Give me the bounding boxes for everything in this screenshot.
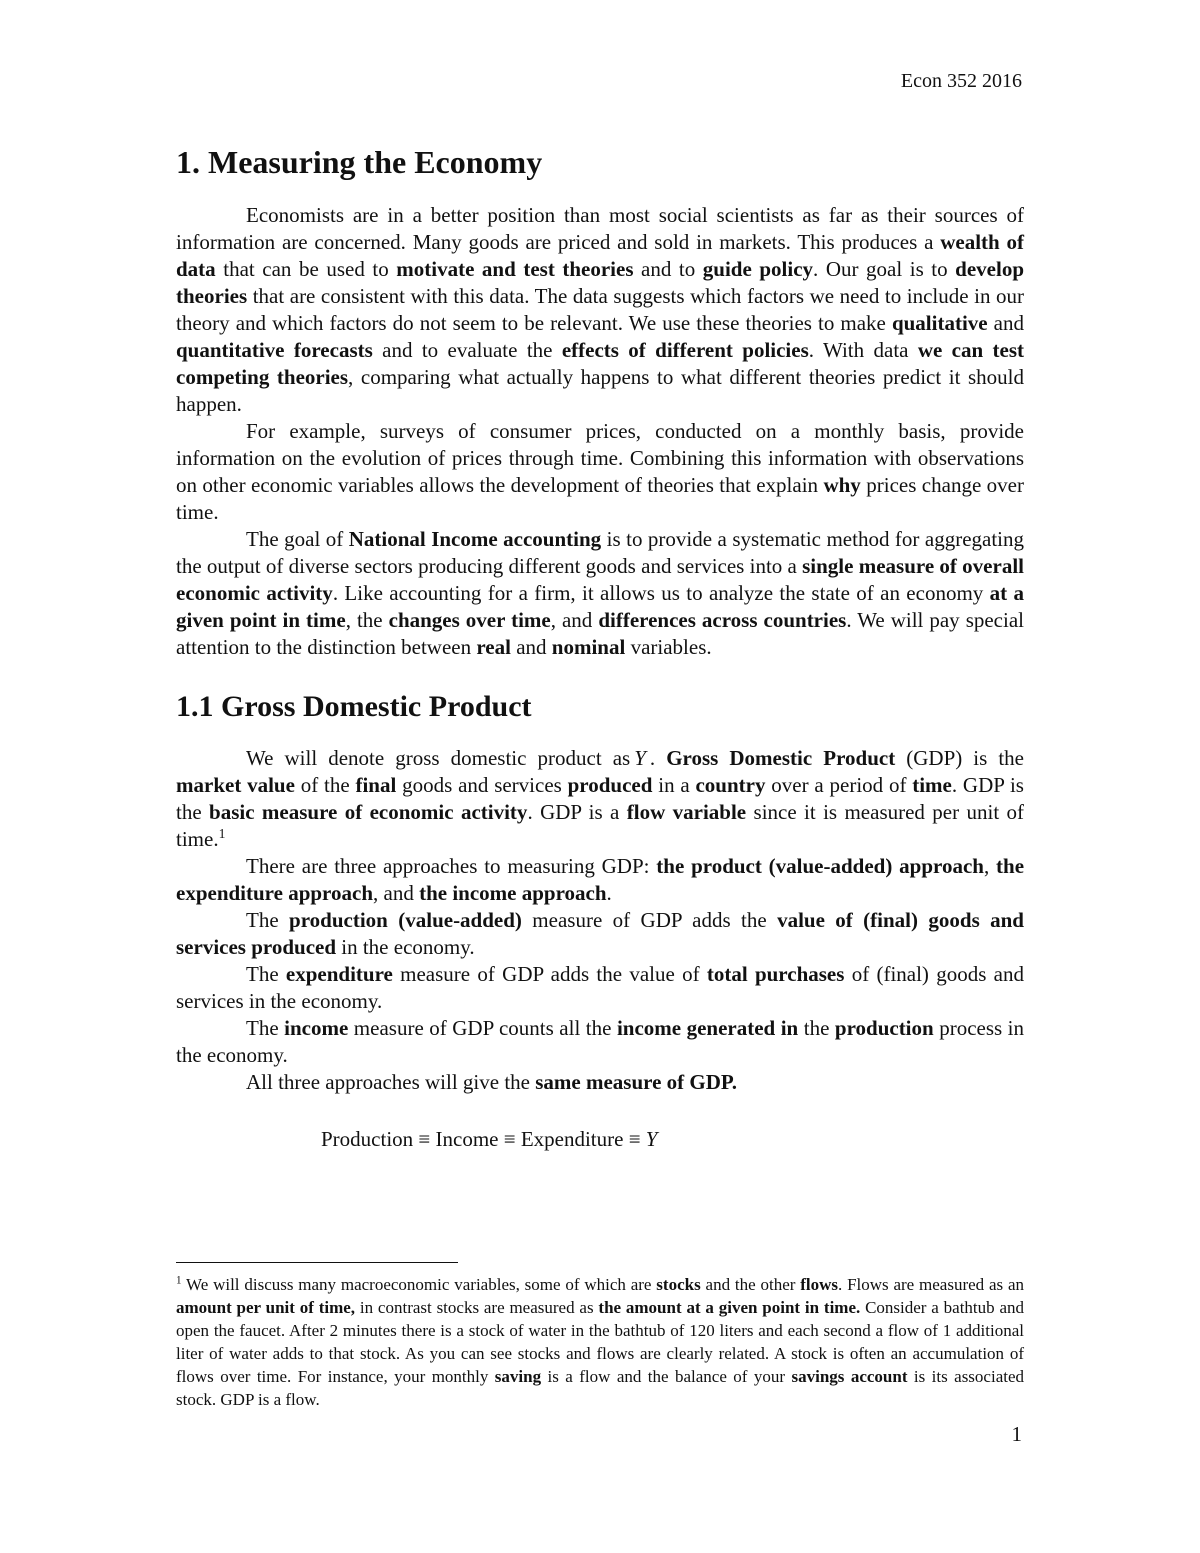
- bold-term: National Income accounting: [348, 527, 602, 551]
- gdp-text-6: over a period of: [765, 773, 913, 797]
- bold-term: savings account: [791, 1367, 908, 1386]
- bold-term: production: [834, 1016, 934, 1040]
- gdp-text-3: of the: [294, 773, 356, 797]
- bold-term: production (value-added): [289, 908, 522, 932]
- formula-variable: Y: [645, 1127, 658, 1151]
- footnote-separator: [176, 1262, 458, 1263]
- text-run: and to evaluate the: [372, 338, 562, 362]
- gdp-text-sep: .: [649, 746, 667, 770]
- text-run: We will discuss many macroeconomic variables, some of which are: [181, 1275, 657, 1294]
- bold-term: at a given point in time: [176, 581, 1024, 632]
- text-run: For example, surveys of consumer prices, conducted on a monthly basis, provide information on the evolution of prices through time. Combining this information with observations on other economic variables allows the development of theories that explain: [176, 419, 1024, 497]
- text-run: . Flows are measured as an: [838, 1275, 1025, 1294]
- gdp-produced: produced: [567, 773, 653, 797]
- gdp-text-2: (GDP) is the: [895, 746, 1024, 770]
- bold-term: motivate and test theories: [396, 257, 634, 281]
- bold-term: the amount at a given point in time.: [598, 1298, 861, 1317]
- bold-term: same measure of GDP.: [535, 1070, 738, 1094]
- gdp-market-value: market value: [176, 773, 295, 797]
- paragraph: [176, 961, 1024, 1015]
- gdp-flow-variable: flow variable: [626, 800, 747, 824]
- gdp-text-7: . GDP is the: [176, 773, 1024, 824]
- gdp-variable: Y: [634, 746, 646, 770]
- paragraph: [176, 202, 1024, 418]
- paragraph: [176, 853, 1024, 907]
- text-run: .: [606, 881, 612, 905]
- text-run: of (final) goods and services in the economy.: [176, 962, 1024, 1013]
- bold-term: nominal: [551, 635, 626, 659]
- text-run: the: [798, 1016, 835, 1040]
- text-run: , and: [550, 608, 599, 632]
- bold-term: we can test competing theories: [176, 338, 1025, 389]
- text-run: and the other: [700, 1275, 801, 1294]
- bold-term: amount per unit of time,: [176, 1298, 356, 1317]
- bold-term: effects of different policies: [561, 338, 809, 362]
- text-run: that can be used to: [215, 257, 397, 281]
- bold-term: guide policy: [702, 257, 814, 281]
- text-run: and: [510, 635, 552, 659]
- text-run: The: [246, 1016, 285, 1040]
- bold-term: expenditure: [285, 962, 393, 986]
- paragraph: [176, 526, 1024, 661]
- text-run: measure of GDP adds the value of: [392, 962, 707, 986]
- paragraph: [176, 1015, 1024, 1069]
- bold-term: qualitative: [891, 311, 988, 335]
- gdp-time: time: [912, 773, 952, 797]
- bold-term: flows: [800, 1275, 838, 1294]
- bold-term: the product (value-added) approach: [656, 854, 984, 878]
- gdp-text-9: since it is measured per unit of time.: [176, 800, 1025, 851]
- paragraph: [176, 418, 1024, 526]
- gdp-text-4: goods and services: [396, 773, 568, 797]
- footnote-body: [176, 1275, 1024, 1409]
- text-run: , and: [373, 881, 420, 905]
- text-run: All three approaches will give the: [246, 1070, 536, 1094]
- footnote-1: [176, 1273, 1024, 1411]
- text-run: The: [246, 962, 286, 986]
- text-run: . We will pay special attention to the distinction between: [176, 608, 1024, 659]
- text-run: measure of GDP counts all the: [348, 1016, 617, 1040]
- gdp-text-8: . GDP is a: [527, 800, 627, 824]
- bold-term: quantitative forecasts: [176, 338, 373, 362]
- bold-term: develop theories: [176, 257, 1025, 308]
- text-run: process in the economy.: [176, 1016, 1025, 1067]
- bold-term: wealth of data: [176, 230, 1024, 281]
- text-run: The: [246, 908, 290, 932]
- bold-term: saving: [494, 1367, 542, 1386]
- bold-term: changes over time: [388, 608, 551, 632]
- text-run: and to: [633, 257, 703, 281]
- text-run: , comparing what actually happens to what different theories predict it should happen.: [176, 365, 1024, 416]
- gdp-identity-formula: [321, 1126, 1024, 1153]
- text-run: measure of GDP adds the: [521, 908, 778, 932]
- text-run: prices change over time.: [176, 473, 1024, 524]
- page-number: 1: [1011, 1422, 1022, 1446]
- text-run: is its associated stock. GDP is a flow.: [176, 1367, 1025, 1409]
- text-run: Consider a bathtub and open the faucet. After 2 minutes there is a stock of water in the bathtub of 120 liters and each second a flow of 1 additional liter of water adds to that stock. As you can see stocks and flows are clearly related. A stock is often an accumulation of flows over time. For instance, your monthly: [176, 1298, 1025, 1386]
- running-header: Econ 352 2016: [900, 70, 1022, 92]
- text-run: variables.: [625, 635, 712, 659]
- text-run: The goal of: [246, 527, 349, 551]
- footnote-reference[interactable]: 1: [218, 826, 226, 841]
- main-content: [176, 140, 1024, 1153]
- bold-term: value of (final) goods and services produced: [176, 908, 1024, 959]
- bold-term: differences across countries: [598, 608, 847, 632]
- gdp-basic-measure: basic measure of economic activity: [209, 800, 528, 824]
- section-1-title: 1. Measuring the Economy: [176, 144, 543, 180]
- section-1-1-body: [176, 853, 1024, 1096]
- section-1-1-title: 1.1 Gross Domestic Product: [176, 690, 532, 723]
- formula-text: Production ≡ Income ≡ Expenditure ≡: [321, 1127, 646, 1151]
- gdp-intro-text: We will denote gross domestic product as: [246, 746, 631, 770]
- text-run: There are three approaches to measuring GDP:: [246, 854, 657, 878]
- gdp-text-5: in a: [652, 773, 696, 797]
- bold-term: single measure of overall economic activity: [176, 554, 1024, 605]
- bold-term: the income approach: [419, 881, 607, 905]
- bold-term: real: [476, 635, 511, 659]
- gdp-term: Gross Domestic Product: [666, 746, 896, 770]
- text-run: ,: [983, 854, 997, 878]
- bold-term: total purchases: [706, 962, 845, 986]
- text-run: is to provide a systematic method for aggregating the output of diverse sectors producing different goods and services into a: [176, 527, 1025, 578]
- bold-term: stocks: [656, 1275, 701, 1294]
- text-run: that are consistent with this data. The data suggests which factors we need to include in our theory and which factors do not seem to be relevant. We use these theories to make: [176, 284, 1024, 335]
- bold-term: why: [823, 473, 861, 497]
- bold-term: income generated in: [616, 1016, 799, 1040]
- paragraph: [176, 1069, 1024, 1096]
- text-run: in the economy.: [336, 935, 475, 959]
- text-run: Economists are in a better position than most social scientists as far as their sources of information are concerned. Many goods are priced and sold in markets. This produces a: [176, 203, 1024, 254]
- section-1-body: [176, 202, 1024, 661]
- text-run: . Like accounting for a firm, it allows us to analyze the state of an economy: [332, 581, 990, 605]
- bold-term: income: [284, 1016, 349, 1040]
- text-run: in contrast stocks are measured as: [355, 1298, 599, 1317]
- footnote-mark: 1: [176, 1274, 182, 1287]
- text-run: . Our goal is to: [813, 257, 956, 281]
- gdp-final: final: [355, 773, 397, 797]
- text-run: is a flow and the balance of your: [541, 1367, 792, 1386]
- bold-term: the expenditure approach: [176, 854, 1025, 905]
- text-run: . With data: [808, 338, 918, 362]
- gdp-definition-paragraph: [176, 745, 1024, 853]
- text-run: and: [987, 311, 1024, 335]
- paragraph: [176, 907, 1024, 961]
- text-run: , the: [345, 608, 389, 632]
- gdp-country: country: [695, 773, 766, 797]
